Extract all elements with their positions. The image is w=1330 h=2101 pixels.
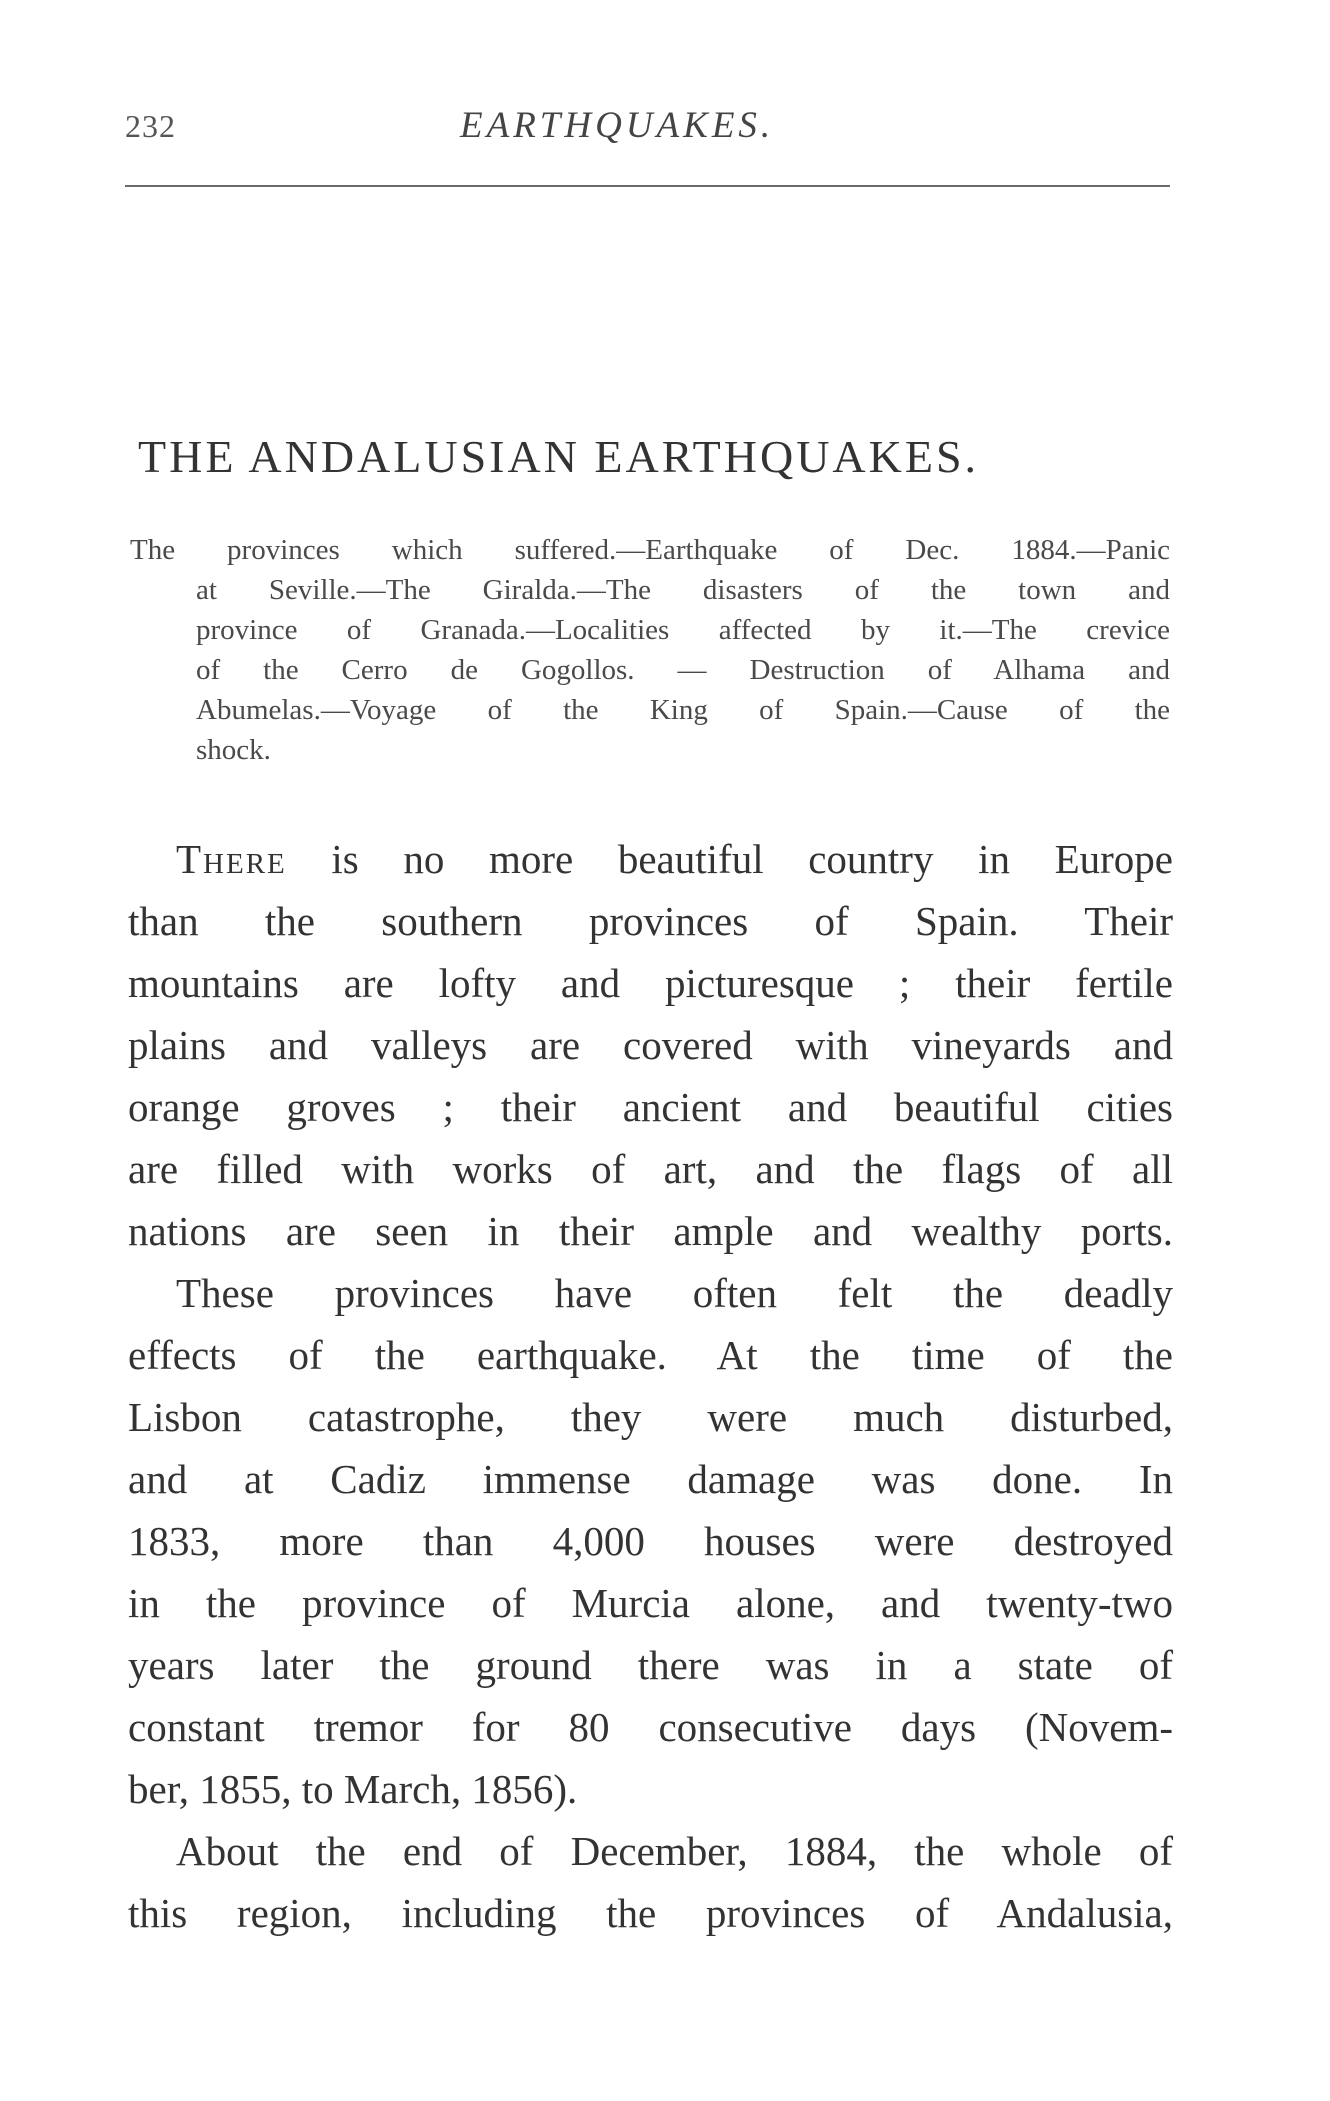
text-line: effects of the earthquake. At the time of the bbox=[128, 1332, 1173, 1378]
page-number: 232 bbox=[125, 108, 176, 144]
synopsis-line: shock. bbox=[196, 734, 271, 766]
text-line: years later the ground there was in a state of bbox=[128, 1642, 1173, 1688]
header-rule bbox=[125, 185, 1170, 187]
text-line: and at Cadiz immense damage was done. In bbox=[128, 1456, 1173, 1502]
text-line: constant tremor for 80 consecutive days (Novem- bbox=[128, 1704, 1173, 1750]
drop-word: There bbox=[176, 836, 287, 882]
text-line: Lisbon catastrophe, they were much disturbed, bbox=[128, 1394, 1173, 1440]
synopsis-line: province of Granada.—Localities affected by it.—The crevice bbox=[196, 614, 1170, 646]
text-line: than the southern provinces of Spain. Their bbox=[128, 898, 1173, 944]
text-line: ber, 1855, to March, 1856). bbox=[128, 1766, 578, 1812]
text-line: These provinces have often felt the deadly bbox=[176, 1270, 1173, 1316]
synopsis-line: Abumelas.—Voyage of the King of Spain.—Cause of the bbox=[196, 694, 1170, 726]
paragraph-first-line bbox=[128, 828, 1173, 890]
text-line: nations are seen in their ample and wealthy ports. bbox=[128, 1208, 1173, 1254]
synopsis-line: The provinces which suffered.—Earthquake of Dec. 1884.—Panic bbox=[130, 534, 1170, 566]
body-text bbox=[128, 828, 1173, 1944]
text-line: orange groves ; their ancient and beautiful cities bbox=[128, 1084, 1173, 1130]
text-line: mountains are lofty and picturesque ; their fertile bbox=[128, 960, 1173, 1006]
running-title: EARTHQUAKES. bbox=[460, 105, 775, 146]
text-line: in the province of Murcia alone, and twenty-two bbox=[128, 1580, 1173, 1626]
synopsis-line: at Seville.—The Giralda.—The disasters of the town and bbox=[196, 574, 1170, 606]
text-line-fragment: is no more beautiful country in Europe bbox=[286, 836, 1173, 882]
text-line: this region, including the provinces of Andalusia, bbox=[128, 1890, 1173, 1936]
chapter-title: THE ANDALUSIAN EARTHQUAKES. bbox=[138, 431, 980, 482]
chapter-synopsis bbox=[130, 530, 1170, 770]
text-line: About the end of December, 1884, the whole of bbox=[176, 1828, 1173, 1874]
text-line: plains and valleys are covered with vineyards and bbox=[128, 1022, 1173, 1068]
text-line: are filled with works of art, and the flags of all bbox=[128, 1146, 1173, 1192]
synopsis-line: of the Cerro de Gogollos. — Destruction of Alhama and bbox=[196, 654, 1170, 686]
text-line: 1833, more than 4,000 houses were destroyed bbox=[128, 1518, 1173, 1564]
